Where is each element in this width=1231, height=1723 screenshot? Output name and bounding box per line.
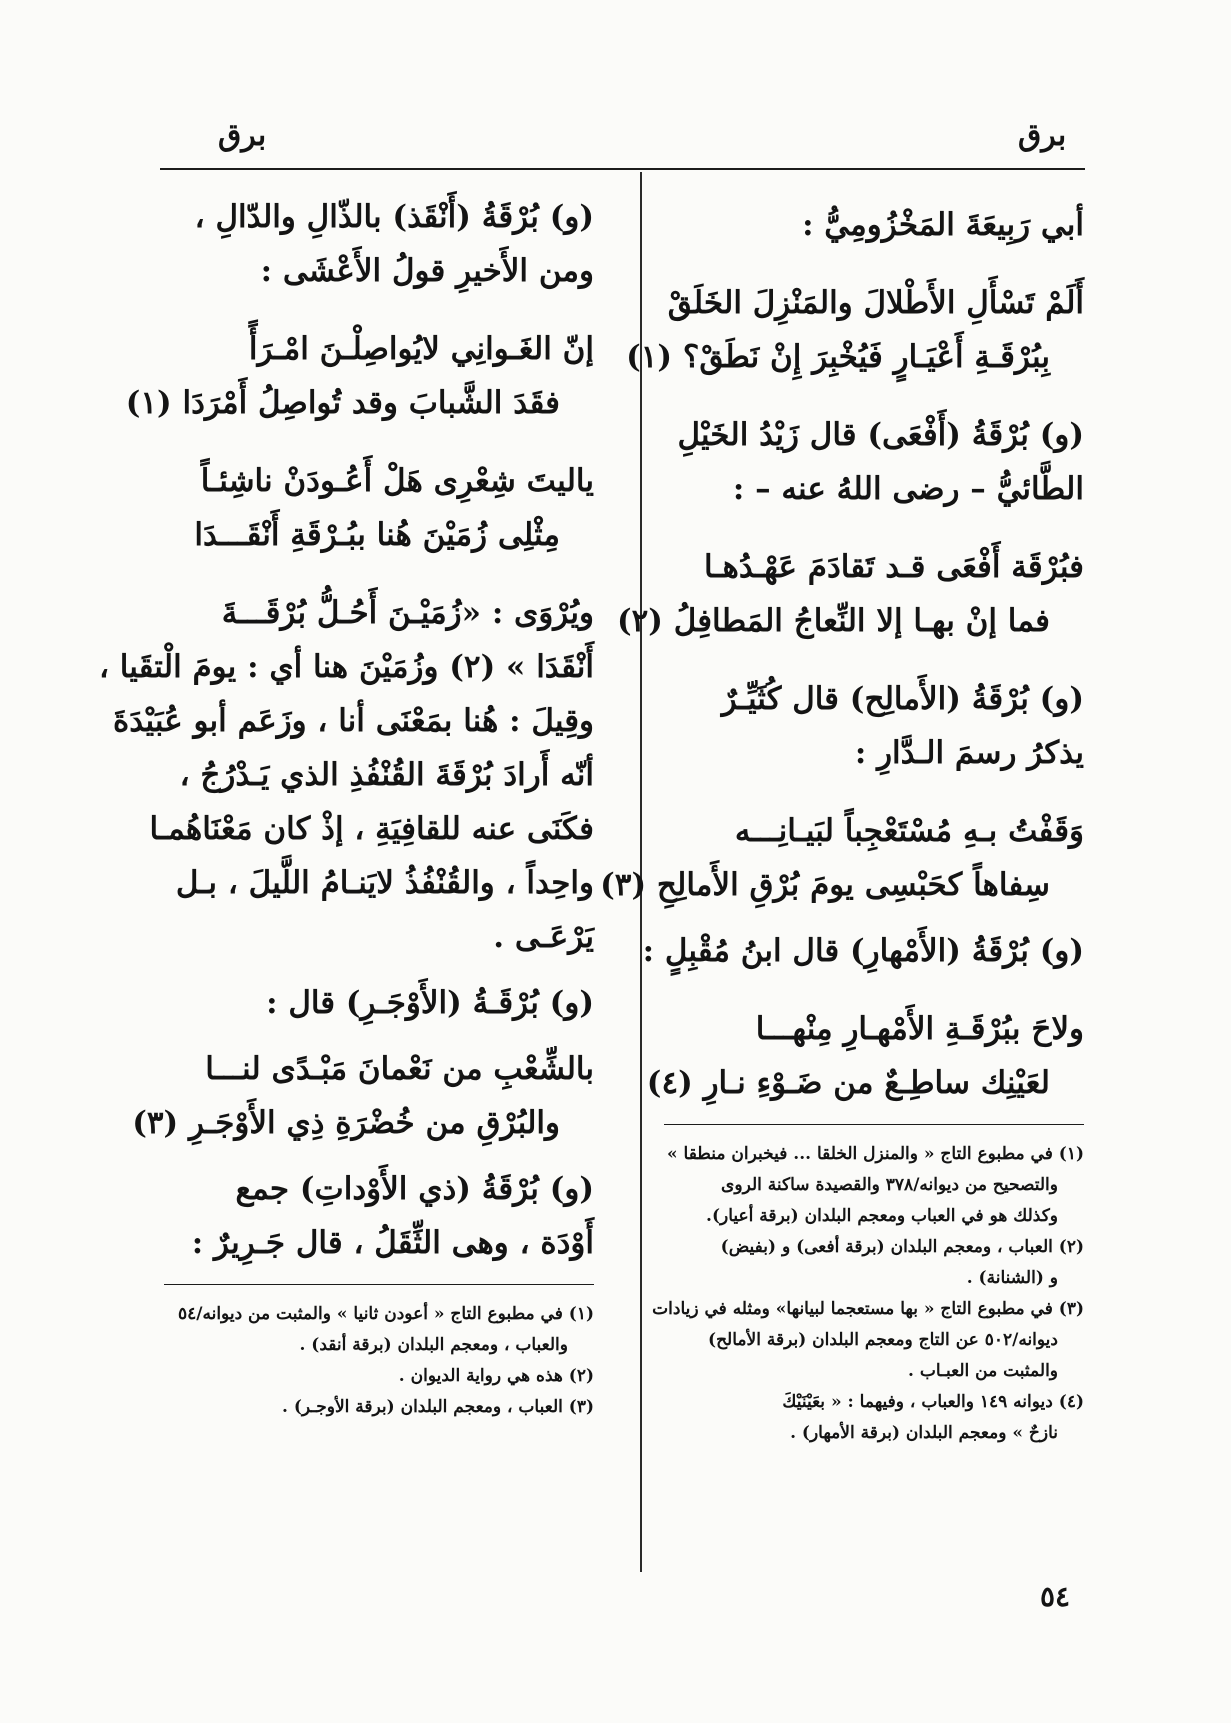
poem-hemistich: ولاحَ ببُرْقَـةِ الأَمْهـارِ مِنْهـــا xyxy=(755,1011,1084,1047)
poem-hemistich: بالشِّعْبِ من نَعْمانَ مَبْـدًى لنـــا xyxy=(205,1051,594,1087)
header-rule xyxy=(160,168,1085,170)
text-line: (و) بُرْقَةُ (أَنْقَذ) بالذّالِ والدّالِ ، xyxy=(194,199,594,235)
spacer xyxy=(664,780,1084,804)
footnote-rule xyxy=(164,1284,594,1285)
poem-hemistich: ياليتَ شِعْرِى هَلْ أَعُـودَنْ ناشِئـاً xyxy=(200,463,594,499)
footnote-line: والمثبت من العبـاب . xyxy=(907,1361,1058,1381)
poem-hemistich: فما إنْ بهـا إلا النِّعاجُ المَطافِلُ (٢) xyxy=(616,603,1050,639)
left-column xyxy=(98,190,594,1423)
footnote-line: ديوانه/٥٠٢ عن التاج ومعجم البلدان (برقة الأمالح) xyxy=(708,1330,1058,1350)
text-line: وقِيلَ : هُنا بمَعْنَى أنا ، وزَعَم أبو عُبَيْدَةَ xyxy=(113,703,594,739)
poem-hemistich: إنّ الغَـوانِي لايُواصِلْـنَ امْـرَأً xyxy=(248,331,594,367)
text-line: يَرْعَـى . xyxy=(493,919,594,955)
text-line: (و) بُرْقَةُ (ذي الأَوْداتِ) جمع xyxy=(235,1171,594,1207)
spacer xyxy=(664,912,1084,924)
spacer xyxy=(142,298,594,322)
footnote-line: والعباب ، ومعجم البلدان (برقة أنقد) . xyxy=(299,1335,568,1355)
text-line: ومن الأَخيرِ قولُ الأَعْشَى : xyxy=(260,253,594,289)
spacer xyxy=(142,964,594,976)
text-line: (و) بُرْقَةُ (أَفْعَى) قال زَيْدُ الخَيْلِ xyxy=(677,417,1084,453)
spacer xyxy=(142,430,594,454)
spacer xyxy=(664,384,1084,408)
left-footnotes xyxy=(142,1299,594,1423)
text-line: الطَّائيُّ – رضى اللهُ عنه – : xyxy=(732,471,1084,507)
right-column-body xyxy=(600,198,1084,1110)
text-line: (و) بُرْقَـةُ (الأَوْجَـرِ) قال : xyxy=(266,985,594,1021)
left-column-body xyxy=(98,190,594,1270)
text-line: أبي رَبِيعَةَ المَخْزُومِيُّ : xyxy=(802,207,1084,243)
text-line: (و) بُرْقَةُ (الأَمالِح) قال كُثَيِّـرٌ xyxy=(721,681,1084,717)
right-footnotes xyxy=(652,1139,1084,1449)
spacer xyxy=(664,252,1084,276)
poem-hemistich: مِثْلِى زُمَيْنَ هُنا ببُـرْقَةِ أَنْقَـــدَا xyxy=(194,517,560,553)
text-line: أنّه أَرادَ بُرْقَةَ القُنْفُذِ الذي يَـدْرُجُ ، xyxy=(179,757,594,793)
poem-hemistich: فبُرْقَة أَفْعَى قـد تَقادَمَ عَهْـدُهـا xyxy=(703,549,1084,585)
text-line: واحِداً ، والقُنْفُذُ لايَنـامُ اللَّيلَ ، بـل xyxy=(175,865,594,901)
spacer xyxy=(142,1030,594,1042)
footnote-line: (٢) العباب ، ومعجم البلدان (برقة أفعى) و (بفيض) xyxy=(720,1237,1084,1257)
page-number: ٥٤ xyxy=(1040,1580,1071,1613)
spacer xyxy=(664,978,1084,1002)
footnote-line: وكذلك هو في العباب ومعجم البلدان (برقة أعيار). xyxy=(706,1206,1058,1226)
footnote-line: (٣) في مطبوع التاج « بها مستعجما لبيانها» ومثله في زيادات xyxy=(652,1299,1084,1319)
footnote-line: (١) في مطبوع التاج « أعودن ثانيا » والمثبت من ديوانه/٥٤ xyxy=(178,1304,594,1324)
poem-hemistich: وَقَفْتُ بـهِ مُسْتَعْجِباً لبَيـانِـــه xyxy=(734,813,1084,849)
footnote-line: والتصحيح من ديوانه/٣٧٨ والقصيدة ساكنة الروى xyxy=(721,1175,1058,1195)
footnote-line: (٣) العباب ، ومعجم البلدان (برقة الأوجـر) . xyxy=(281,1397,594,1417)
poem-hemistich: أَلَمْ تَسْأَلِ الأَطْلالَ والمَنْزِلَ الخَلَقْ xyxy=(667,285,1084,321)
running-header-left: برق xyxy=(218,118,267,153)
footnote-line: (٤) ديوانه ١٤٩ والعباب ، وفيهما : « بعَيْنَيْكَ xyxy=(782,1392,1084,1412)
text-line: (و) بُرْقَةُ (الأَمْهارِ) قال ابنُ مُقْبِلٍ : xyxy=(642,933,1084,969)
footnote-rule xyxy=(664,1124,1084,1125)
text-line: أَنْقَدَا » (٢) وزُمَيْنَ هنا أي : يومَ الْتقَيا ، xyxy=(98,649,594,685)
footnote-line: و (الشنانة) . xyxy=(966,1268,1058,1288)
poem-hemistich: سِفاهاً كحَبْسِى يومَ بُرْقِ الأَمالِحِ (٣) xyxy=(600,867,1050,903)
right-column xyxy=(600,198,1084,1449)
spacer xyxy=(142,562,594,586)
poem-hemistich: لعَيْنِك ساطِـعٌ من ضَـوْءِ نـارِ (٤) xyxy=(646,1065,1050,1101)
text-line: ويُرْوَى : «زُمَيْـنَ أَحُـلُّ بُرْقَـــةَ xyxy=(221,595,594,631)
poem-hemistich: بِبُرْقَـةِ أَعْيَـارٍ فَيُخْبِرَ إِنْ نَطَقْ؟ (١) xyxy=(626,339,1050,375)
text-line: يذكرُ رسمَ الـدَّارِ : xyxy=(854,735,1084,771)
poem-hemistich: فقَدَ الشَّبابَ وقد تُواصِلُ أَمْرَدَا (١) xyxy=(125,385,560,421)
footnote-line: (٢) هذه هي رواية الديوان . xyxy=(398,1366,594,1386)
footnote-line: نازحٌ » ومعجم البلدان (برقة الأمهار) . xyxy=(790,1423,1058,1443)
text-line: فكَنَى عنه للقافِيَةِ ، إذْ كان مَعْنَاهُمـا xyxy=(149,811,594,847)
footnote-line: (١) في مطبوع التاج « والمنزل الخلقا ... فيخبران منطقا » xyxy=(666,1144,1084,1164)
spacer xyxy=(142,1150,594,1162)
text-line: أَوْدَة ، وهى الثِّقَلُ ، قال جَـرِيرٌ : xyxy=(191,1225,594,1261)
running-header-right: برق xyxy=(1018,118,1067,153)
spacer xyxy=(664,516,1084,540)
poem-hemistich: والبُرْقِ من خُضْرَةِ ذِي الأَوْجَـرِ (٣) xyxy=(132,1105,560,1141)
spacer xyxy=(664,648,1084,672)
